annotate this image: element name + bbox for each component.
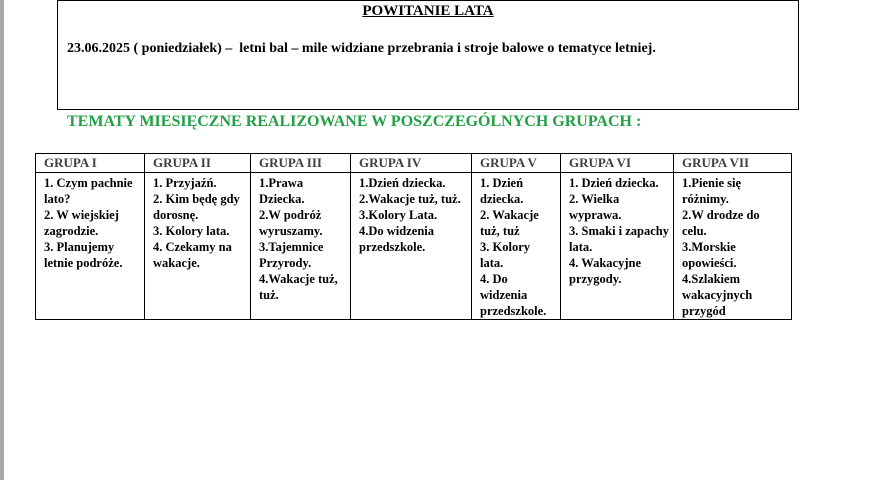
topic-item: 3. Kolory lata. bbox=[153, 224, 230, 238]
topic-item: 4.Do widzenia przedszkole. bbox=[359, 224, 434, 254]
topic-item: 3.Morskie opowieści. bbox=[682, 240, 737, 270]
topic-item: 4.Wakacje tuż, tuż. bbox=[259, 272, 338, 302]
table-row bbox=[36, 173, 792, 320]
group-topics-cell bbox=[251, 173, 351, 320]
section-heading: TEMATY MIESIĘCZNE REALIZOWANE W POSZCZEGÓLNYCH GRUPACH : bbox=[67, 113, 642, 130]
topic-item: 3.Kolory Lata. bbox=[359, 208, 438, 222]
topic-item: 4. Wakacyjne przygody. bbox=[569, 256, 641, 286]
group-header: GRUPA I bbox=[36, 154, 145, 173]
topic-item: 4. Do widzenia przedszkole. bbox=[480, 272, 547, 318]
topic-item: 1.Pienie się różnimy. bbox=[682, 176, 742, 206]
topic-item: 2. Kim będę gdy dorosnę. bbox=[153, 192, 240, 222]
topic-item: 3.Tajemnice Przyrody. bbox=[259, 240, 324, 270]
event-description: 23.06.2025 ( poniedziałek) – letni bal – mile widziane przebrania i stroje balowe o tematyce letniej. bbox=[67, 41, 656, 56]
topic-item: 4.Szlakiem wakacyjnych przygód bbox=[682, 272, 753, 318]
group-topics-cell bbox=[145, 173, 251, 320]
topic-item: 2. W wiejskiej zagrodzie. bbox=[44, 208, 119, 238]
event-box bbox=[57, 0, 799, 110]
group-header: GRUPA V bbox=[472, 154, 561, 173]
group-topics-cell bbox=[472, 173, 561, 320]
topic-item: 2. Wakacje tuż, tuż bbox=[480, 208, 539, 238]
group-header: GRUPA VII bbox=[674, 154, 792, 173]
topic-item: 1.Prawa Dziecka. bbox=[259, 176, 305, 206]
group-header: GRUPA III bbox=[251, 154, 351, 173]
topic-item: 2. Wielka wyprawa. bbox=[569, 192, 622, 222]
topic-item: 1. Dzień dziecka. bbox=[569, 176, 659, 190]
topic-item: 2.W drodze do celu. bbox=[682, 208, 760, 238]
topic-item: 1. Czym pachnie lato? bbox=[44, 176, 133, 206]
topic-item: 1.Dzień dziecka. bbox=[359, 176, 446, 190]
table-header-row bbox=[36, 154, 792, 173]
topic-item: 2.W podróż wyruszamy. bbox=[259, 208, 323, 238]
event-title: POWITANIE LATA bbox=[362, 3, 494, 19]
topic-item: 3. Planujemy letnie podróże. bbox=[44, 240, 123, 270]
group-topics-cell bbox=[561, 173, 674, 320]
topic-item: 1. Dzień dziecka. bbox=[480, 176, 524, 206]
group-topics-cell bbox=[674, 173, 792, 320]
group-topics-table bbox=[35, 153, 792, 320]
topic-item: 3. Smaki i zapachy lata. bbox=[569, 224, 670, 254]
topic-item: 3. Kolory lata. bbox=[480, 240, 530, 270]
group-header: GRUPA VI bbox=[561, 154, 674, 173]
group-header: GRUPA IV bbox=[351, 154, 472, 173]
window-left-edge bbox=[0, 0, 4, 480]
group-topics-cell bbox=[351, 173, 472, 320]
group-header: GRUPA II bbox=[145, 154, 251, 173]
topic-item: 4. Czekamy na wakacje. bbox=[153, 240, 232, 270]
topic-item: 2.Wakacje tuż, tuż. bbox=[359, 192, 461, 206]
topic-item: 1. Przyjaźń. bbox=[153, 176, 217, 190]
group-topics-cell bbox=[36, 173, 145, 320]
